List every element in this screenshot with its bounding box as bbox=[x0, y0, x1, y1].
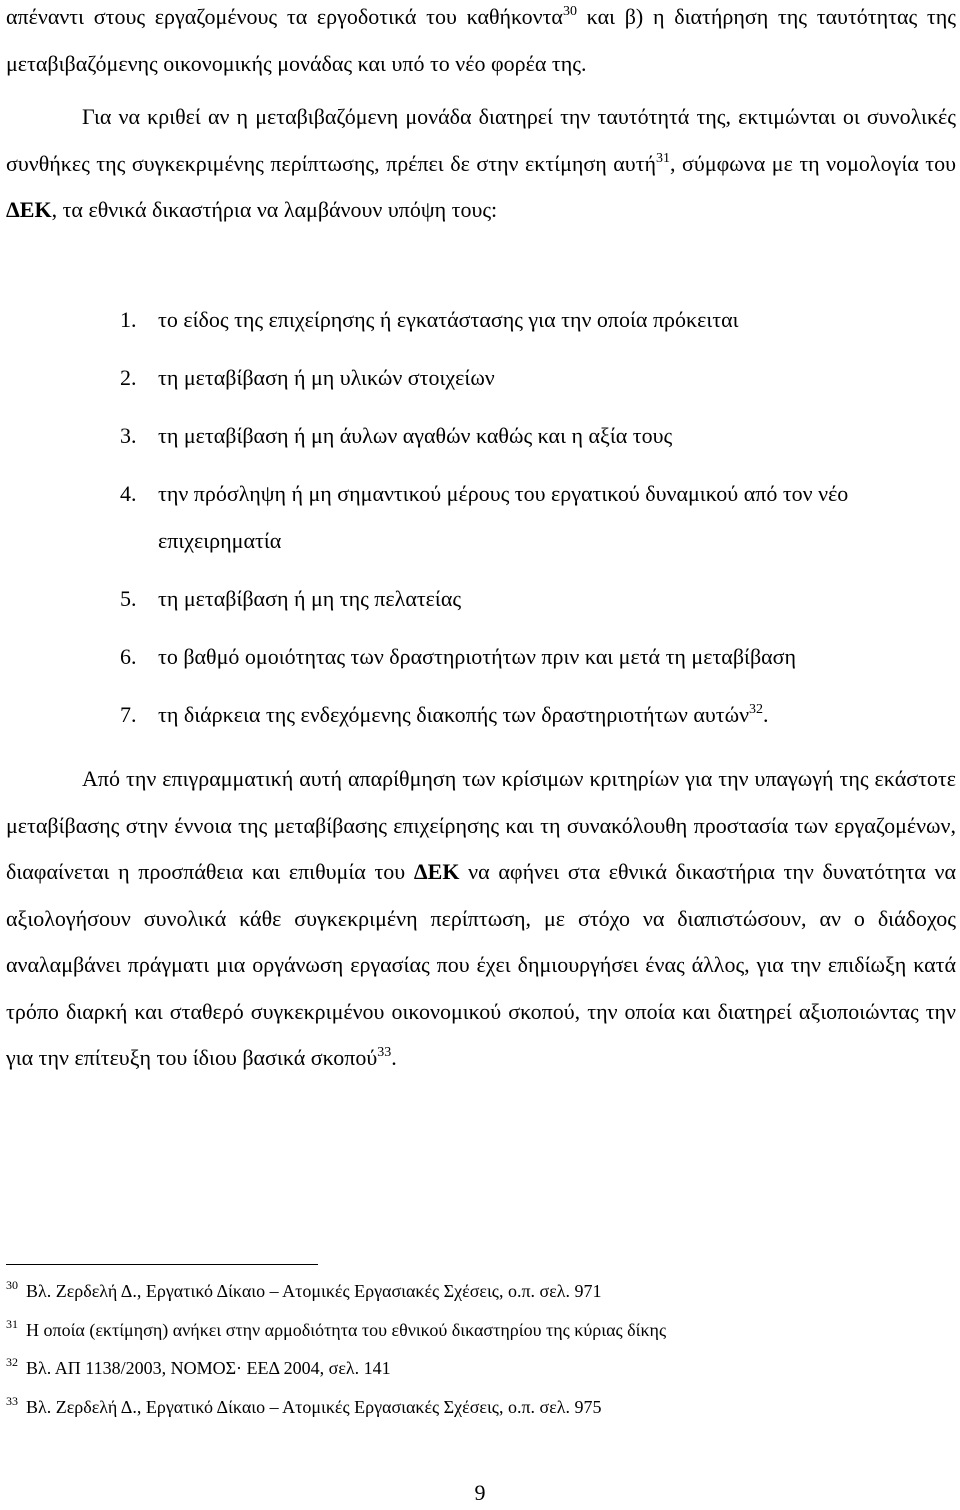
footnote-31 bbox=[6, 1311, 956, 1350]
list-item-text: το είδος της επιχείρησης ή εγκατάστασης για την οποία πρόκειται bbox=[158, 307, 739, 332]
footnote-30 bbox=[6, 1272, 956, 1311]
paragraph-text: Για να κριθεί αν η μεταβιβαζόμενη μονάδα διατηρεί την ταυτότητά της, εκτιμώνται οι συνολικές συνθήκες της συγκεκριμένης περίπτωσης, πρέπει δε στην εκτίμηση αυτή bbox=[6, 104, 956, 176]
footnote-number: 30 bbox=[6, 1278, 18, 1292]
footnote-32 bbox=[6, 1349, 956, 1388]
list-number: 4. bbox=[120, 481, 137, 506]
list-number: 3. bbox=[120, 423, 137, 448]
footnote-text: Βλ. ΑΠ 1138/2003, ΝΟΜΟΣ· ΕΕΔ 2004, σελ. 141 bbox=[26, 1358, 391, 1378]
list-number: 1. bbox=[120, 307, 137, 332]
list-item-text: τη μεταβίβαση ή μη της πελατείας bbox=[158, 585, 462, 611]
paragraph-text: , τα εθνικά δικαστήρια να λαμβάνουν υπόψη τους: bbox=[51, 197, 498, 222]
footnote-number: 31 bbox=[6, 1316, 18, 1331]
paragraph-conclusion bbox=[6, 756, 956, 1082]
paragraph-text: . bbox=[391, 1045, 397, 1070]
footnote-ref-30[interactable]: 30 bbox=[562, 4, 577, 19]
list-item-tail: . bbox=[763, 701, 769, 727]
list-item-text: τη μεταβίβαση ή μη άυλων αγαθών καθώς και η αξία τους bbox=[158, 423, 673, 448]
list-number: 6. bbox=[120, 643, 137, 669]
footnote-ref-32[interactable]: 32 bbox=[749, 701, 764, 717]
footnotes bbox=[6, 1272, 956, 1426]
page-number: 9 bbox=[474, 1480, 486, 1505]
footnote-ref-31[interactable]: 31 bbox=[656, 150, 671, 166]
list-item bbox=[120, 355, 956, 402]
footnote-33 bbox=[6, 1388, 956, 1427]
paragraph-text: , σύμφωνα με τη νομολογία του bbox=[670, 150, 957, 176]
paragraph-text: και β) η διατήρηση της ταυτότητας της μεταβιβαζόμενης οικονομικής μονάδας και υπό το νέο φορέα της. bbox=[6, 4, 956, 76]
list-item bbox=[120, 576, 956, 623]
footnote-divider bbox=[6, 1264, 318, 1265]
list-item bbox=[120, 413, 956, 460]
footnote-text: Βλ. Ζερδελή Δ., Εργατικό Δίκαιο – Ατομικές Εργασιακές Σχέσεις, ο.π. σελ. 971 bbox=[26, 1281, 602, 1301]
paragraph-text: απέναντι στους εργαζομένους τα εργοδοτικά του καθήκοντα bbox=[6, 4, 563, 29]
footnote-number: 33 bbox=[6, 1393, 18, 1408]
footnote-text: Βλ. Ζερδελή Δ., Εργατικό Δίκαιο – Ατομικές Εργασιακές Σχέσεις, ο.π. σελ. 975 bbox=[26, 1396, 602, 1417]
footnote-text: Η οποία (εκτίμηση) ανήκει στην αρμοδιότητα του εθνικού δικαστηρίου της κύριας δίκης bbox=[26, 1319, 667, 1340]
paragraph-identity-criteria bbox=[6, 94, 956, 234]
list-item bbox=[120, 634, 956, 681]
list-item-text: τη διάρκεια της ενδεχόμενης διακοπής των δραστηριοτήτων αυτών bbox=[158, 701, 750, 727]
criteria-list bbox=[120, 297, 956, 750]
footnote-ref-33[interactable]: 33 bbox=[377, 1045, 392, 1060]
footnote-number: 32 bbox=[6, 1355, 18, 1369]
list-item bbox=[120, 297, 956, 344]
list-item-text: τη μεταβίβαση ή μη υλικών στοιχείων bbox=[158, 365, 495, 390]
list-item bbox=[120, 471, 956, 564]
list-item-text: το βαθμό ομοιότητας των δραστηριοτήτων πριν και μετά τη μεταβίβαση bbox=[158, 643, 797, 669]
list-item-text: την πρόσληψη ή μη σημαντικού μέρους του εργατικού δυναμικού από τον νέο επιχειρηματία bbox=[158, 481, 849, 553]
bold-term: ΔΕΚ bbox=[6, 197, 52, 222]
bold-term: ΔΕΚ bbox=[413, 859, 460, 884]
list-number: 7. bbox=[120, 701, 137, 727]
list-item bbox=[120, 692, 956, 739]
paragraph-continuation bbox=[6, 0, 956, 87]
paragraph-text: να αφήνει στα εθνικά δικαστήρια την δυνατότητα να αξιολογήσουν συνολικά κάθε συγκεκριμένη περίπτωση, με στόχο να διαπιστώσουν, αν ο διάδοχος αναλαμβάνει πράγματι μια οργάνωση εργασίας που έχει δημιουργήσει ένας άλλος, για την επιδίωξη κατά τρόπο διαρκή και σταθερό συγκεκριμένου οικονομικού σκοπού, την οποία και διατηρεί αξιοποιώντας την για την επίτευξη του ίδιου βασικά σκοπού bbox=[6, 859, 956, 1070]
list-number: 2. bbox=[120, 365, 137, 390]
paragraph-text: Από την επιγραμματική αυτή απαρίθμηση των κρίσιμων κριτηρίων για την υπαγωγή της εκάστοτε μεταβίβασης στην έννοια της μεταβίβασης επιχείρησης και τη συνακόλουθη προστασία των εργαζομένων, διαφαίνεται η προσπάθεια και επιθυμία του bbox=[6, 766, 956, 884]
list-number: 5. bbox=[120, 585, 137, 611]
